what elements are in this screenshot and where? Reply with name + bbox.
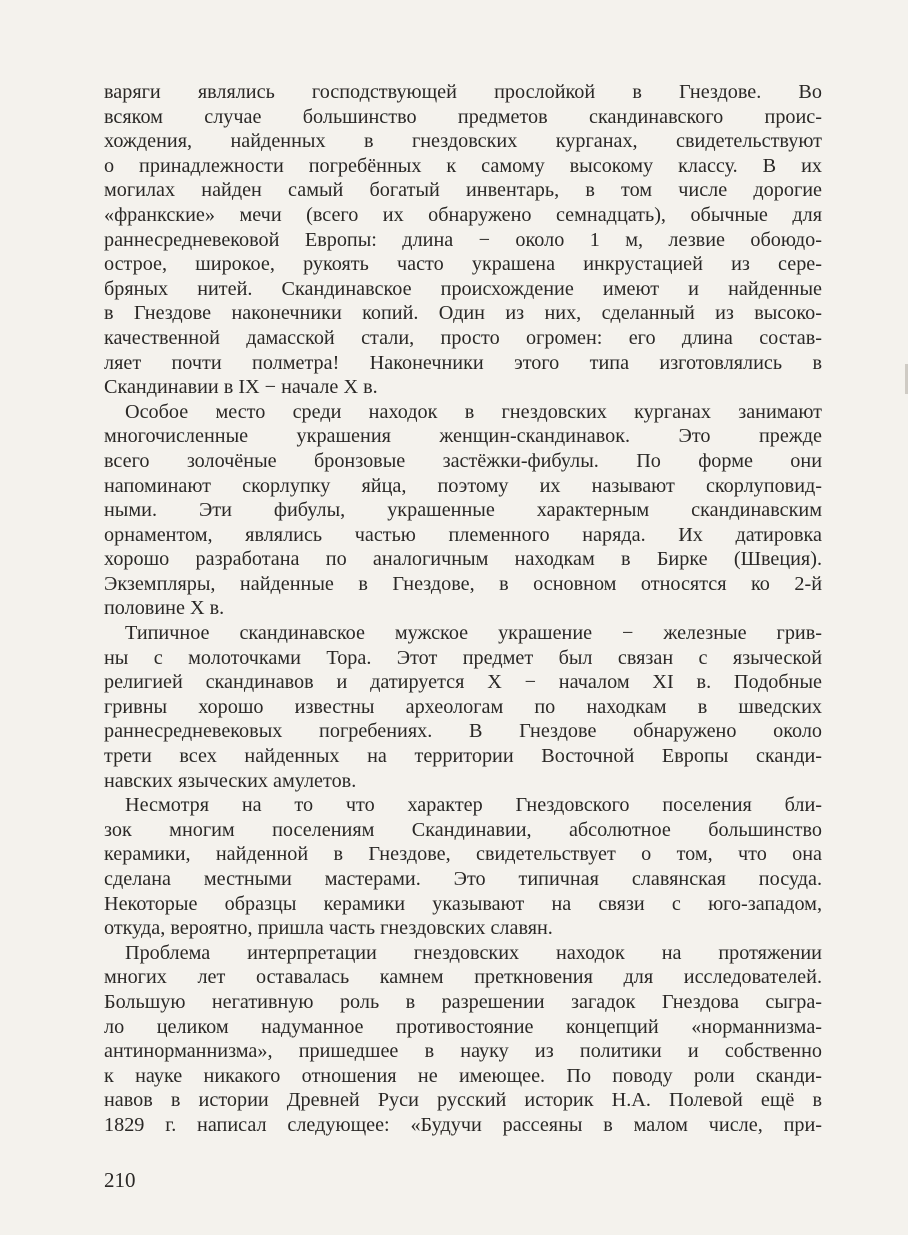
- paragraph: [104, 793, 822, 941]
- text-line: сделана местными мастерами. Это типичная славянская посуда.: [104, 868, 822, 890]
- text-line: гривны хорошо известны археологам по находкам в шведских: [104, 695, 822, 718]
- text-line: в Гнездове наконечники копий. Один из них, сделанный из высоко-: [104, 302, 822, 325]
- text-line: всяком случае большинство предметов скандинавского проис-: [104, 105, 822, 128]
- text-line: антинорманнизма», пришедшее в науку из политики и собственно: [104, 1040, 822, 1063]
- paragraph: [104, 621, 822, 793]
- text-line: бряных нитей. Скандинавское происхождение имеют и найденные: [104, 277, 822, 300]
- paragraph: [104, 941, 822, 1138]
- text-line: навских языческих амулетов.: [104, 769, 357, 792]
- text-line: хождения, найденных в гнездовских курганах, свидетельствуют: [104, 130, 822, 153]
- text-line: Типичное скандинавское мужское украшение − железные грив-: [125, 622, 822, 645]
- text-line: орнаментом, являлись частью племенного наряда. Их датировка: [104, 523, 822, 546]
- text-line: напоминают скорлупку яйца, поэтому их называют скорлуповид-: [104, 474, 822, 497]
- text-line: многих лет оставалась камнем преткновения для исследователей.: [104, 966, 822, 989]
- text-line: острое, широкое, рукоять часто украшена инкрустацией из сере-: [104, 253, 822, 276]
- text-line: варяги являлись господствующей прослойкой в Гнездове. Во: [104, 81, 822, 103]
- text-line: к науке никакого отношения не имеющее. По поводу роли сканди-: [104, 1064, 822, 1087]
- paragraph: [104, 80, 822, 400]
- text-line: ляет почти полметра! Наконечники этого типа изготовлялись в: [104, 351, 822, 374]
- text-line: качественной дамасской стали, просто огромен: его длина состав-: [104, 326, 822, 349]
- text-line: Большую негативную роль в разрешении загадок Гнездова сыгра-: [104, 990, 822, 1013]
- text-line: Экземпляры, найденные в Гнездове, в основном относятся ко 2-й: [104, 572, 822, 595]
- paragraph: [104, 400, 822, 621]
- page-number: 210: [104, 1168, 136, 1192]
- text-line: Особое место среди находок в гнездовских курганах занимают: [125, 400, 822, 423]
- text-line: раннесредневековых погребениях. В Гнездове обнаружено около: [104, 720, 822, 743]
- text-line: раннесредневековой Европы: длина − около 1 м, лезвие обоюдо-: [104, 228, 822, 251]
- text-line: всего золочёные бронзовые застёжки-фибулы. По форме они: [104, 449, 822, 472]
- text-line: ло целиком надуманное противостояние концепций «норманнизма-: [104, 1015, 822, 1038]
- text-line: многочисленные украшения женщин-скандинавок. Это прежде: [104, 425, 822, 448]
- text-line: навов в истории Древней Руси русский историк Н.А. Полевой ещё в: [104, 1089, 822, 1112]
- text-line: Некоторые образцы керамики указывают на связи с юго-западом,: [104, 892, 822, 915]
- text-line: ными. Эти фибулы, украшенные характерным скандинавским: [104, 499, 822, 522]
- text-line: ны с молоточками Тора. Этот предмет был связан с языческой: [104, 646, 822, 669]
- text-line: «франкские» мечи (всего их обнаружено семнадцать), обычные для: [104, 203, 822, 226]
- text-line: религией скандинавов и датируется X − началом XI в. Подобные: [104, 671, 822, 694]
- text-line: о принадлежности погребённых к самому высокому классу. В их: [104, 154, 822, 177]
- text-line: трети всех найденных на территории Восточной Европы сканди-: [104, 745, 822, 768]
- text-line: половине X в.: [104, 597, 225, 620]
- text-line: Несмотря на то что характер Гнездовского поселения бли-: [125, 794, 822, 817]
- text-line: Проблема интерпретации гнездовских находок на протяжении: [125, 941, 822, 964]
- text-line: зок многим поселениям Скандинавии, абсолютное большинство: [104, 818, 822, 841]
- text-line: Скандинавии в IX − начале X в.: [104, 376, 378, 399]
- text-line: керамики, найденной в Гнездове, свидетельствует о том, что она: [104, 843, 822, 866]
- text-line: откуда, вероятно, пришла часть гнездовских славян.: [104, 917, 553, 940]
- text-line: могилах найден самый богатый инвентарь, в том числе дорогие: [104, 179, 822, 202]
- body-text: [104, 80, 822, 1138]
- text-line: хорошо разработана по аналогичным находкам в Бирке (Швеция).: [104, 548, 822, 571]
- text-line: 1829 г. написал следующее: «Будучи рассеяны в малом числе, при-: [104, 1113, 822, 1136]
